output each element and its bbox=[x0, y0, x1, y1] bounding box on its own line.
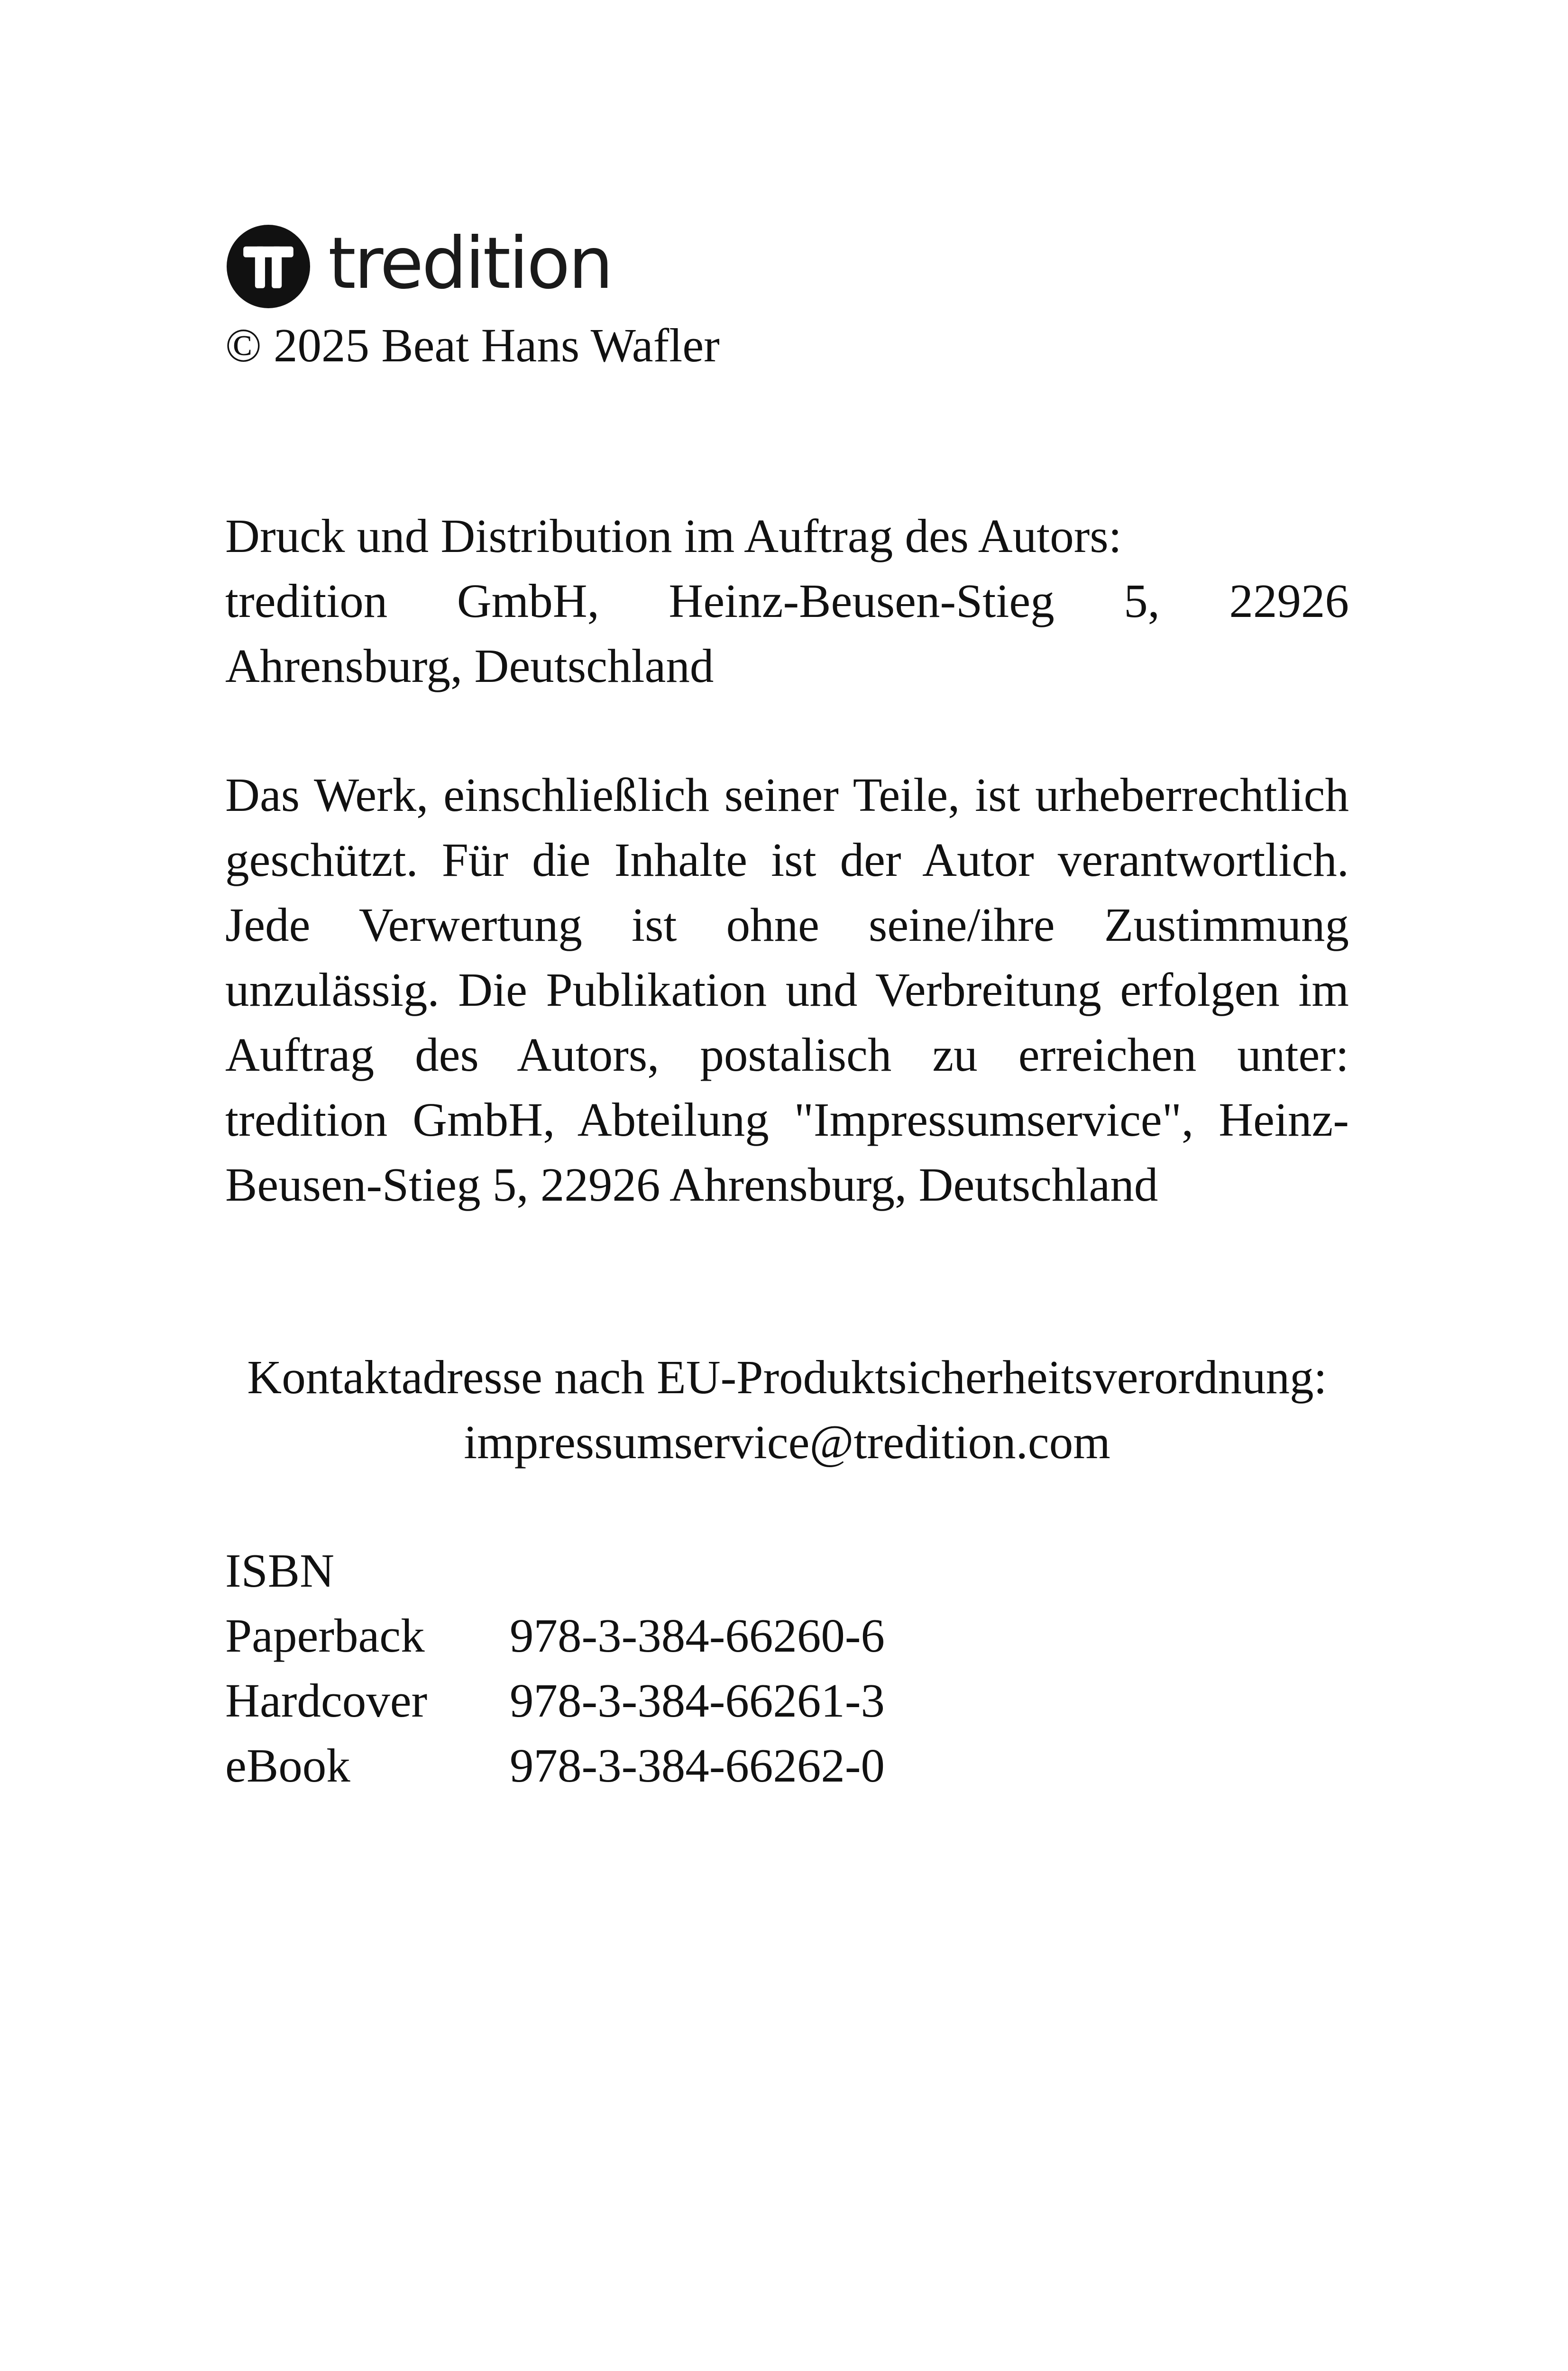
isbn-row-paperback bbox=[225, 1603, 1349, 1668]
print-distribution-intro: Druck und Distribution im Auftrag des Autors: bbox=[225, 509, 1122, 562]
isbn-number: 978-3-384-66262-0 bbox=[510, 1739, 885, 1792]
isbn-format-label: eBook bbox=[225, 1739, 350, 1792]
isbn-number: 978-3-384-66260-6 bbox=[510, 1609, 885, 1662]
isbn-heading: ISBN bbox=[225, 1544, 335, 1597]
isbn-row-ebook bbox=[225, 1733, 1349, 1798]
isbn-format-label: Hardcover bbox=[225, 1674, 428, 1727]
contact-label: Kontaktadresse nach EU-Produktsicherheitsverordnung: bbox=[247, 1351, 1327, 1404]
tredition-logo-icon bbox=[227, 225, 310, 308]
legal-notice: Das Werk, einschließlich seiner Teile, ist urheberrechtlich geschützt. Für die Inhalte ist der Autor verantwortlich. Jede Verwertung ist ohne seine/ihre Zustimmung unzulässig. Die Publikation und Verbreitung erfolgen im Auftrag des Autors, postalisch zu erreichen unter: tredition GmbH, Abteilung "Impressumservice", Heinz-Beusen-Stieg 5, 22926 Ahrensburg, Deutschland bbox=[225, 768, 1349, 1211]
isbn-row-hardcover bbox=[225, 1668, 1349, 1733]
print-distribution-address: tredition GmbH, Heinz-Beusen-Stieg 5, 22926 Ahrensburg, Deutschland bbox=[225, 574, 1349, 692]
contact-email: impressumservice@tredition.com bbox=[464, 1415, 1110, 1469]
isbn-number: 978-3-384-66261-3 bbox=[510, 1674, 885, 1727]
publisher-logo bbox=[227, 224, 612, 309]
print-distribution-block bbox=[225, 504, 1349, 698]
publisher-logo-text: tredition bbox=[328, 222, 612, 305]
isbn-format-label: Paperback bbox=[225, 1609, 425, 1662]
copyright-line: © 2025 Beat Hans Wafler bbox=[225, 319, 720, 372]
contact-block bbox=[199, 1345, 1375, 1475]
isbn-block bbox=[225, 1538, 1349, 1798]
